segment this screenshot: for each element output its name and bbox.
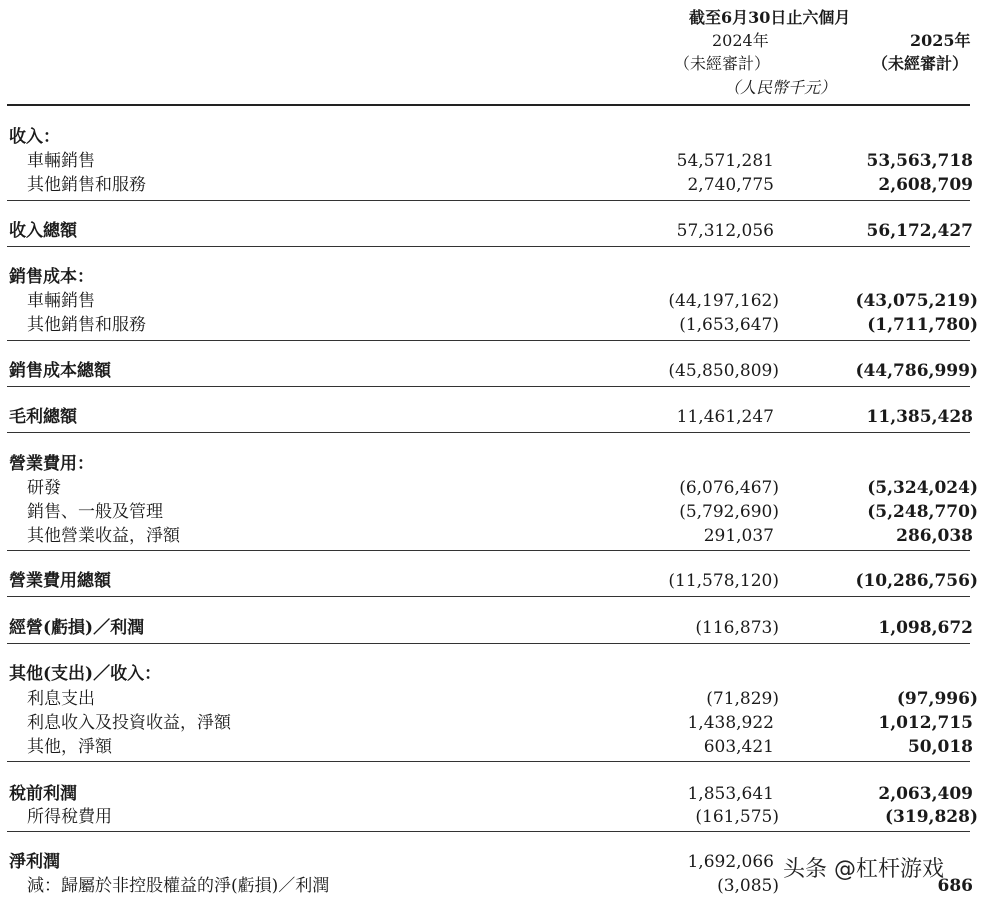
row-label: 減：歸屬於非控股權益的淨(虧損)／利潤 <box>27 876 330 896</box>
row-label: 其他銷售和服務 <box>27 175 146 195</box>
value-2025: (97,996) <box>896 689 978 709</box>
row-label: 其他，淨額 <box>27 737 112 757</box>
value-2024: 1,692,066 <box>687 852 774 872</box>
value-2025: 686 <box>937 876 973 896</box>
row-label: 其他營業收益，淨額 <box>27 526 180 546</box>
row-label: 車輛銷售 <box>27 291 95 311</box>
value-2024: (116,873) <box>695 618 779 638</box>
table-row <box>0 477 987 499</box>
divider <box>7 246 970 247</box>
row-label: 車輛銷售 <box>27 151 95 171</box>
value-2024: 291,037 <box>703 526 774 546</box>
divider <box>7 643 970 644</box>
table-row <box>0 617 987 639</box>
divider <box>7 432 970 433</box>
table-row <box>0 806 987 828</box>
row-label: 研發 <box>27 478 61 498</box>
value-2024: (1,653,647) <box>679 315 779 335</box>
value-2025: (1,711,780) <box>867 315 978 335</box>
year-2024-header: 2024年 <box>712 31 769 50</box>
unaudited-2025-note: （未經審計） <box>872 54 969 73</box>
value-2025: 50,018 <box>907 737 973 757</box>
row-label: 銷售、一般及管理 <box>27 502 163 522</box>
value-2025: (319,828) <box>885 807 978 827</box>
divider <box>7 596 970 597</box>
value-2025: 2,063,409 <box>878 784 973 804</box>
table-row <box>0 360 987 382</box>
value-2024: (161,575) <box>695 807 779 827</box>
value-2025: 1,098,672 <box>878 618 973 638</box>
period-header: 截至6月30日止六個月 <box>689 8 851 27</box>
divider <box>7 761 970 762</box>
row-label: 營業費用： <box>9 454 94 474</box>
table-row <box>0 174 987 196</box>
value-2024: 2,740,775 <box>687 175 774 195</box>
value-2024: 603,421 <box>703 737 774 757</box>
value-2024: 11,461,247 <box>676 407 774 427</box>
row-label: 所得稅費用 <box>27 807 112 827</box>
table-row <box>0 525 987 547</box>
value-2025: 1,012,715 <box>878 713 973 733</box>
divider <box>7 386 970 387</box>
value-2024: (44,197,162) <box>668 291 779 311</box>
table-row <box>0 663 987 685</box>
value-2025: (10,286,756) <box>855 571 978 591</box>
row-label: 收入總額 <box>9 221 77 241</box>
unaudited-2024-note: （未經審計） <box>674 54 771 73</box>
value-2024: 54,571,281 <box>676 151 774 171</box>
value-2025: (43,075,219) <box>855 291 978 311</box>
value-2025: (5,324,024) <box>867 478 978 498</box>
row-label: 利息收入及投資收益，淨額 <box>27 713 231 733</box>
table-row <box>0 783 987 805</box>
row-label: 收入： <box>9 127 60 147</box>
value-2024: 57,312,056 <box>676 221 774 241</box>
row-label: 銷售成本： <box>9 267 94 287</box>
table-row <box>0 712 987 734</box>
value-2024: 1,853,641 <box>687 784 774 804</box>
currency-unit-note: （人民幣千元） <box>724 78 837 97</box>
table-row <box>0 406 987 428</box>
header-rule <box>7 104 970 106</box>
row-label: 稅前利潤 <box>9 784 77 804</box>
divider <box>7 200 970 201</box>
divider <box>7 550 970 551</box>
table-row <box>0 570 987 592</box>
row-label: 銷售成本總額 <box>9 361 111 381</box>
value-2025: 11,385,428 <box>866 407 973 427</box>
year-2025-header: 2025年 <box>910 31 971 50</box>
value-2024: (11,578,120) <box>668 571 779 591</box>
row-label: 營業費用總額 <box>9 571 111 591</box>
watermark: 头条 @杠杆游戏 <box>783 857 944 882</box>
table-row <box>0 266 987 288</box>
table-row <box>0 126 987 148</box>
value-2025: (44,786,999) <box>855 361 978 381</box>
value-2024: (5,792,690) <box>679 502 779 522</box>
table-row <box>0 150 987 172</box>
value-2025: 56,172,427 <box>866 221 973 241</box>
value-2025: (5,248,770) <box>867 502 978 522</box>
table-row <box>0 290 987 312</box>
row-label: 其他銷售和服務 <box>27 315 146 335</box>
value-2025: 2,608,709 <box>878 175 973 195</box>
row-label: 淨利潤 <box>9 852 60 872</box>
value-2024: 1,438,922 <box>687 713 774 733</box>
table-row <box>0 220 987 242</box>
divider <box>7 831 970 832</box>
table-row <box>0 736 987 758</box>
value-2025: 286,038 <box>896 526 973 546</box>
table-row <box>0 501 987 523</box>
row-label: 毛利總額 <box>9 407 77 427</box>
value-2024: (71,829) <box>706 689 779 709</box>
divider <box>7 340 970 341</box>
table-row <box>0 314 987 336</box>
table-row <box>0 453 987 475</box>
row-label: 其他(支出)／收入： <box>9 664 162 684</box>
row-label: 經營(虧損)／利潤 <box>9 618 145 638</box>
value-2024: (45,850,809) <box>668 361 779 381</box>
value-2025: 53,563,718 <box>866 151 973 171</box>
value-2024: (6,076,467) <box>679 478 779 498</box>
value-2024: (3,085) <box>717 876 779 896</box>
table-row <box>0 688 987 710</box>
row-label: 利息支出 <box>27 689 95 709</box>
